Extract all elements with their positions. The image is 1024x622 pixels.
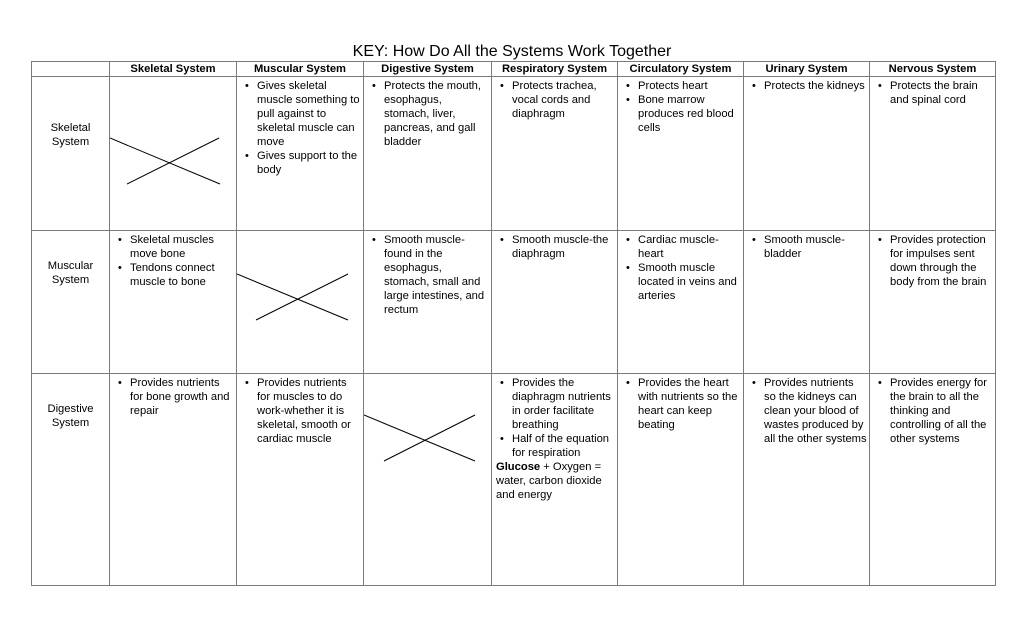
cell bbox=[364, 77, 492, 231]
cell bbox=[618, 231, 744, 374]
systems-table bbox=[31, 61, 996, 586]
equation-bold: Glucose bbox=[496, 461, 541, 473]
cell-empty bbox=[110, 77, 237, 231]
list-item: • Smooth muscle located in veins and arteries bbox=[638, 261, 741, 303]
cell bbox=[870, 77, 996, 231]
list-item: • Smooth muscle-found in the esophagus, stomach, small and large intestines, and rectum bbox=[384, 233, 489, 317]
table-row bbox=[32, 77, 996, 231]
list-item: • Bone marrow produces red blood cells bbox=[638, 93, 741, 135]
corner-cell bbox=[32, 62, 110, 77]
col-header-skeletal: Skeletal System bbox=[110, 62, 237, 77]
list-item: • Tendons connect muscle to bone bbox=[130, 261, 234, 289]
list-item: • Smooth muscle-bladder bbox=[764, 233, 867, 261]
list-item: • Provides nutrients for muscles to do work-whether it is skeletal, smooth or cardiac muscle bbox=[257, 376, 361, 446]
cell bbox=[492, 231, 618, 374]
equation-text bbox=[492, 460, 617, 502]
row-label: Muscular bbox=[47, 260, 94, 272]
col-header-circulatory: Circulatory System bbox=[618, 62, 744, 77]
cell-empty bbox=[237, 231, 364, 374]
row-label: System bbox=[51, 274, 90, 286]
list-item: • Cardiac muscle-heart bbox=[638, 233, 741, 261]
cross-mark-icon bbox=[364, 378, 491, 470]
list-item: • Provides nutrients so the kidneys can clean your blood of wastes produced by all the other systems bbox=[764, 376, 867, 446]
cell bbox=[870, 231, 996, 374]
row-label: Skeletal bbox=[50, 122, 91, 134]
list-item: • Half of the equation for respiration bbox=[512, 432, 615, 460]
cross-mark-icon bbox=[110, 111, 236, 191]
row-header-muscular bbox=[32, 231, 110, 374]
cell bbox=[618, 374, 744, 586]
list-item: • Provides the heart with nutrients so the heart can keep beating bbox=[638, 376, 741, 432]
row-header-digestive bbox=[32, 374, 110, 586]
list-item: • Protects the mouth, esophagus, stomach, liver, pancreas, and gall bladder bbox=[384, 79, 489, 149]
cell bbox=[364, 231, 492, 374]
cell bbox=[870, 374, 996, 586]
list-item: • Provides energy for the brain to all the thinking and controlling of all the other systems bbox=[890, 376, 993, 446]
header-row bbox=[32, 62, 996, 77]
col-header-respiratory: Respiratory System bbox=[492, 62, 618, 77]
list-item: • Smooth muscle-the diaphragm bbox=[512, 233, 615, 261]
cell bbox=[744, 231, 870, 374]
cell bbox=[492, 77, 618, 231]
col-header-nervous: Nervous System bbox=[870, 62, 996, 77]
col-header-muscular: Muscular System bbox=[237, 62, 364, 77]
list-item: • Protects the brain and spinal cord bbox=[890, 79, 993, 107]
list-item: • Protects heart bbox=[638, 79, 741, 93]
row-label: Digestive bbox=[47, 403, 94, 415]
cell bbox=[110, 231, 237, 374]
list-item: • Provides the diaphragm nutrients in order facilitate breathing bbox=[512, 376, 615, 432]
page-title: KEY: How Do All the Systems Work Together bbox=[352, 43, 672, 60]
cross-mark-icon bbox=[237, 235, 363, 327]
row-label: System bbox=[51, 417, 90, 429]
cell bbox=[744, 374, 870, 586]
cell bbox=[110, 374, 237, 586]
equation-rest: + Oxygen = water, carbon dioxide and energy bbox=[496, 461, 602, 501]
list-item: • Protects the kidneys bbox=[764, 79, 867, 93]
row-header-skeletal bbox=[32, 77, 110, 231]
list-item: • Protects trachea, vocal cords and diaphragm bbox=[512, 79, 615, 121]
table-row bbox=[32, 231, 996, 374]
table-row bbox=[32, 374, 996, 586]
cell bbox=[744, 77, 870, 231]
cell bbox=[618, 77, 744, 231]
list-item: • Provides protection for impulses sent down through the body from the brain bbox=[890, 233, 993, 289]
cell bbox=[237, 77, 364, 231]
cell-empty bbox=[364, 374, 492, 586]
col-header-urinary: Urinary System bbox=[744, 62, 870, 77]
cell bbox=[237, 374, 364, 586]
cell bbox=[492, 374, 618, 586]
row-label: System bbox=[51, 136, 90, 148]
col-header-digestive: Digestive System bbox=[364, 62, 492, 77]
list-item: • Gives skeletal muscle something to pull against to skeletal muscle can move bbox=[257, 79, 361, 149]
list-item: • Provides nutrients for bone growth and repair bbox=[130, 376, 234, 418]
list-item: • Skeletal muscles move bone bbox=[130, 233, 234, 261]
list-item: • Gives support to the body bbox=[257, 149, 361, 177]
